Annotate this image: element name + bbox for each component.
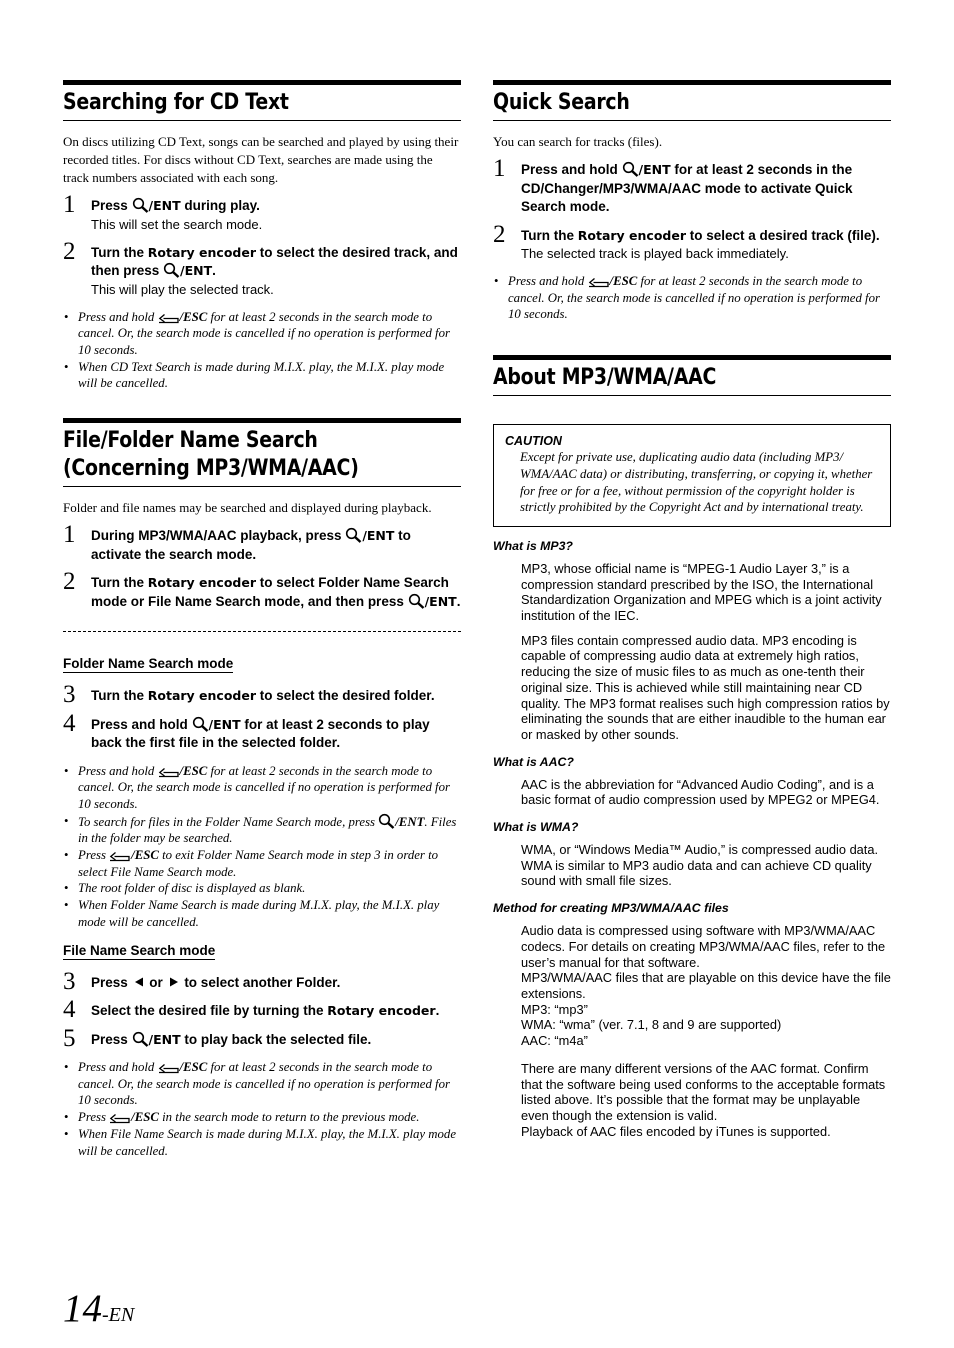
note-item: • When File Name Search is made during M.I.X. play, the M.I.X. play mode will be cancelled. <box>63 1126 461 1159</box>
search-icon <box>345 527 362 543</box>
step-4 <box>63 709 461 753</box>
step-result: This will set the search mode. <box>91 216 263 232</box>
paragraph: WMA, or “Windows Media™ Audio,” is compressed audio data. WMA is similar to MP3 audio data and can achieve CD quality sound with small file sizes. <box>521 842 879 889</box>
step-2 <box>63 237 461 299</box>
search-icon <box>192 716 209 732</box>
step-1 <box>63 191 461 234</box>
notes-list <box>493 273 891 323</box>
step-2 <box>493 220 891 264</box>
section-header-cd-text <box>63 80 461 121</box>
page-number <box>63 1286 134 1331</box>
step-1 <box>493 155 891 217</box>
step-number: 4 <box>63 996 76 1024</box>
step-3 <box>63 681 461 709</box>
step-instruction: Press and hold /ENT for at least 2 seconds in the CD/Changer/MP3/WMA/AAC mode to activate Quick Search mode. <box>521 162 853 214</box>
return-arrow-icon <box>158 1061 180 1074</box>
section-title: Searching for CD Text <box>63 90 289 115</box>
return-arrow-icon <box>158 311 180 324</box>
right-column <box>493 80 891 1148</box>
step-3 <box>63 967 461 995</box>
section-header-quick-search <box>493 80 891 121</box>
return-arrow-icon <box>588 275 610 288</box>
notes-list <box>63 763 461 931</box>
text-line: WMA: “wma” (ver. 7.1, 8 and 9 are supported) <box>521 1017 782 1033</box>
question-heading-mp3: What is MP3? <box>493 538 573 553</box>
text-line: Playback of AAC files encoded by iTunes is supported. <box>521 1123 831 1139</box>
text-line: There are many different versions of the AAC format. Confirm that the software being used conforms to the acceptable formats listed above. It’s possible that the format may be unplayable even though the extension is valid. <box>521 1060 886 1123</box>
step-instruction: Press or to select another Folder. <box>91 974 341 990</box>
step-1 <box>63 521 461 564</box>
paragraph: AAC is the abbreviation for “Advanced Audio Coding”, and is a basic format of audio compression used by MPEG2 or MPEG4. <box>521 776 880 808</box>
text-line: MP3: “mp3” <box>521 1001 588 1017</box>
search-icon <box>132 197 149 213</box>
question-heading-aac: What is AAC? <box>493 754 574 769</box>
return-arrow-icon <box>109 849 131 862</box>
section-title: Quick Search <box>493 90 630 115</box>
step-instruction: Press and hold /ENT for at least 2 seconds to play back the first file in the selected folder. <box>91 716 430 751</box>
paragraph: MP3, whose official name is “MPEG-1 Audio Layer 3,” is a compression standard prescribed by the ISO, the International Standardization Organization and MPEG which is a joint activity institution of the IEC. <box>521 560 882 624</box>
note-item: • Press and hold /ESC for at least 2 seconds in the search mode to cancel. Or, the search mode is cancelled if no operation is performed for 10 seconds. <box>63 309 461 359</box>
search-icon <box>132 1031 149 1047</box>
step-number: 1 <box>493 155 506 182</box>
step-instruction: Turn the Rotary encoder to select the desired track, and then press /ENT. <box>91 244 458 278</box>
note-item: • Press /ESC in the search mode to return to the previous mode. <box>63 1109 461 1126</box>
step-5 <box>63 1024 461 1052</box>
return-arrow-icon <box>158 765 180 778</box>
paragraph: MP3 files contain compressed audio data. MP3 encoding is capable of compressing audio data at extremely high ratios, reducing the size of music files to as much as one-tenth their original size. This is achieved while still maintaining near CD quality. The MP3 format realises such high compression ratios by eliminating the sounds that are either inaudible to the human ear or masked by other sounds. <box>521 632 890 742</box>
subheading-file-mode: File Name Search mode <box>63 942 216 958</box>
intro-text: On discs utilizing CD Text, songs can be searched and played by using their recorded titles. For discs without CD Text, searches are made using the track numbers associated with each song. <box>63 134 459 185</box>
note-item: • Press and hold /ESC for at least 2 seconds in the search mode to cancel. Or, the search mode is cancelled if no operation is performed for 10 seconds. <box>63 1059 461 1109</box>
step-number: 2 <box>63 237 76 265</box>
left-arrow-icon <box>132 976 146 988</box>
step-2 <box>63 568 461 611</box>
note-item: • When Folder Name Search is made during M.I.X. play, the M.I.X. play mode will be cancelled. <box>63 897 461 930</box>
note-item: • To search for files in the Folder Name Search mode, press /ENT. Files in the folder may be searched. <box>63 813 461 847</box>
question-heading-method: Method for creating MP3/WMA/AAC files <box>493 901 729 916</box>
notes-list <box>63 309 461 393</box>
question-heading-wma: What is WMA? <box>493 820 579 835</box>
note-item: • When CD Text Search is made during M.I.X. play, the M.I.X. play mode will be cancelled. <box>63 359 461 392</box>
page-number-value: 14 <box>63 1287 102 1330</box>
search-icon <box>408 593 425 609</box>
step-result: This will play the selected track. <box>91 281 274 297</box>
step-number: 2 <box>493 220 506 248</box>
section-title: About MP3/WMA/AAC <box>493 365 717 391</box>
section-title-line2: (Concerning MP3/WMA/AAC) <box>63 456 359 482</box>
step-number: 1 <box>63 521 76 549</box>
step-number: 5 <box>63 1024 76 1052</box>
step-instruction: Press /ENT to play back the selected file. <box>91 1031 372 1047</box>
note-item: • Press /ESC to exit Folder Name Search mode in step 3 in order to select File Name Search mode. <box>63 847 461 880</box>
step-result: The selected track is played back immediately. <box>521 246 789 261</box>
step-number: 1 <box>63 191 76 218</box>
step-number: 3 <box>63 681 76 709</box>
note-item: • The root folder of disc is displayed as blank. <box>63 880 461 897</box>
text-line: AAC: “m4a” <box>521 1033 588 1049</box>
step-number: 2 <box>63 568 76 596</box>
section-title-line1: File/Folder Name Search <box>63 428 318 454</box>
search-icon <box>378 813 395 829</box>
search-icon <box>622 161 639 177</box>
caution-text: Except for private use, duplicating audio data (including MP3/ WMA/AAC data) or distributing, transferring, or copying it, whether for free or for a fee, without permission of the copyright holder is strictly prohibited by the Copyright Act and by international treaty. <box>520 450 873 515</box>
page-number-suffix: -EN <box>102 1304 135 1326</box>
right-arrow-icon <box>167 976 181 988</box>
subheading-folder-mode: Folder Name Search mode <box>63 656 234 672</box>
step-instruction: During MP3/WMA/AAC playback, press /ENT to activate the search mode. <box>91 528 411 562</box>
step-instruction: Turn the Rotary encoder to select the desired folder. <box>91 688 435 704</box>
step-4 <box>63 996 461 1024</box>
note-item: • Press and hold /ESC for at least 2 seconds in the search mode to cancel. Or, the search mode is cancelled if no operation is performed for 10 seconds. <box>493 273 891 323</box>
text-line: Audio data is compressed using software with MP3/WMA/AAC codecs. For details on creating MP3/WMA/AAC files, refer to the user’s manual for that software. <box>521 923 886 970</box>
search-icon <box>163 262 180 278</box>
dashed-divider <box>63 631 461 632</box>
left-column <box>63 80 461 1159</box>
caution-box <box>493 424 891 527</box>
note-item: • Press and hold /ESC for at least 2 seconds in the search mode to cancel. Or, the search mode is cancelled if no operation is performed for 10 seconds. <box>63 763 461 813</box>
step-number: 4 <box>63 709 76 737</box>
section-header-file-folder <box>63 418 461 487</box>
paragraph <box>521 1061 891 1140</box>
caution-title: CAUTION <box>505 434 562 449</box>
notes-list <box>63 1059 461 1159</box>
text-line: MP3/WMA/AAC files that are playable on this device have the file extensions. <box>521 970 891 1001</box>
step-instruction: Select the desired file by turning the Rotary encoder. <box>91 1003 440 1019</box>
intro-text: You can search for tracks (files). <box>493 134 663 149</box>
step-instruction: Turn the Rotary encoder to select a desired track (file). <box>521 227 880 243</box>
paragraph <box>521 923 891 1049</box>
section-header-about <box>493 355 891 396</box>
step-instruction: Turn the Rotary encoder to select Folder Name Search mode or File Name Search mode, and then press /ENT. <box>91 575 461 609</box>
step-number: 3 <box>63 967 76 995</box>
step-instruction: Press /ENT during play. <box>91 198 260 213</box>
return-arrow-icon <box>109 1111 131 1124</box>
intro-text: Folder and file names may be searched and displayed during playback. <box>63 500 432 516</box>
